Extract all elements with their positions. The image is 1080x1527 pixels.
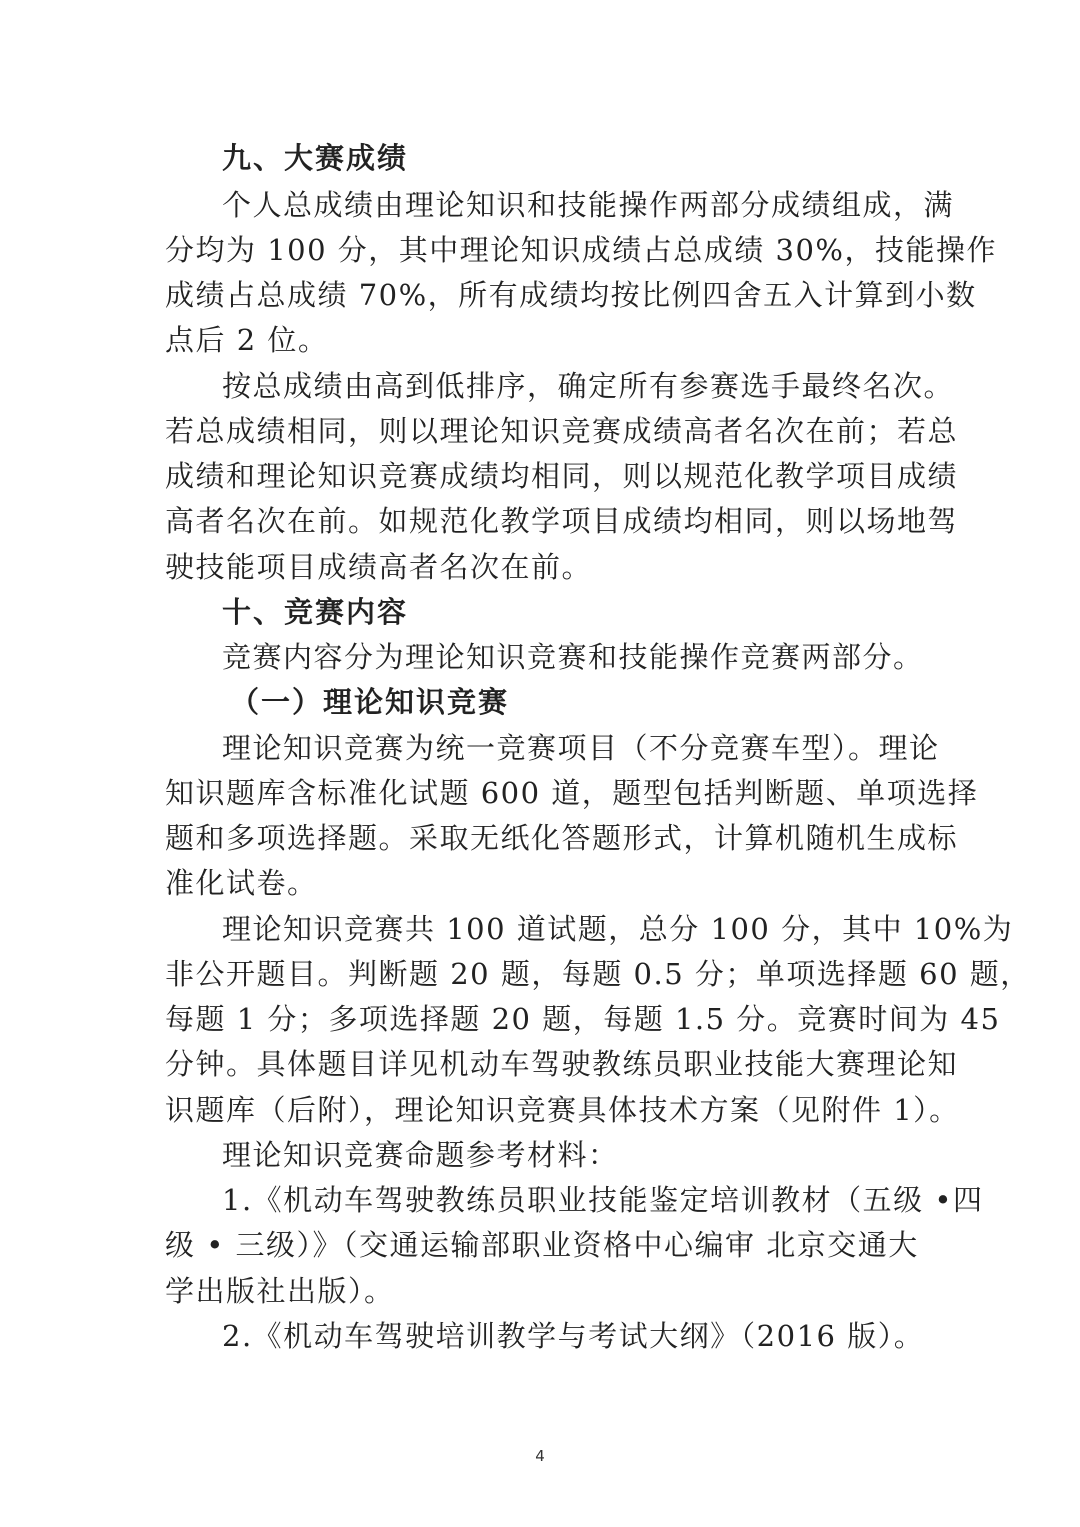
paragraph-line: 竞赛内容分为理论知识竞赛和技能操作竞赛两部分。 [222,640,924,674]
paragraph-line: 成绩和理论知识竞赛成绩均相同，则以规范化教学项目成绩 [165,459,959,493]
reference-item: 1.《机动车驾驶教练员职业技能鉴定培训教材（五级 •四 [222,1183,984,1217]
paragraph-line: 识题库（后附），理论知识竞赛具体技术方案（见附件 1）。 [165,1093,960,1127]
paragraph-line: 点后 2 位。 [165,323,329,357]
paragraph-line: 按总成绩由高到低排序，确定所有参赛选手最终名次。 [222,369,955,403]
paragraph-line: 理论知识竞赛命题参考材料： [222,1138,619,1172]
paragraph-line: 理论知识竞赛共 100 道试题，总分 100 分，其中 10%为 [222,912,1014,946]
reference-item: 2.《机动车驾驶培训教学与考试大纲》（2016 版）。 [222,1319,925,1353]
paragraph-line: 成绩占总成绩 70%，所有成绩均按比例四舍五入计算到小数 [165,278,977,312]
paragraph-line: 题和多项选择题。采取无纸化答题形式，计算机随机生成标 [165,821,959,855]
paragraph-line: 驶技能项目成绩高者名次在前。 [165,550,593,584]
reference-item: 级 • 三级）》（交通运输部职业资格中心编审 北京交通大 [165,1228,919,1262]
section-heading-content: 十、竞赛内容 [222,595,409,629]
paragraph-line: 每题 1 分；多项选择题 20 题，每题 1.5 分。竞赛时间为 45 [165,1002,1001,1036]
page-number: 4 [535,1447,545,1465]
subsection-heading-theory: （一）理论知识竞赛 [230,685,510,719]
paragraph-line: 理论知识竞赛为统一竞赛项目（不分竞赛车型）。理论 [222,731,940,765]
paragraph-line: 个人总成绩由理论知识和技能操作两部分成绩组成，满 [222,188,955,222]
paragraph-line: 非公开题目。判断题 20 题，每题 0.5 分；单项选择题 60 题， [165,957,1031,991]
paragraph-line: 分钟。具体题目详见机动车驾驶教练员职业技能大赛理论知 [165,1047,959,1081]
paragraph-line: 准化试卷。 [165,866,318,900]
paragraph-line: 知识题库含标准化试题 600 道，题型包括判断题、单项选择 [165,776,979,810]
paragraph-line: 分均为 100 分，其中理论知识成绩占总成绩 30%，技能操作 [165,233,997,267]
section-heading-results: 九、大赛成绩 [222,141,409,175]
paragraph-line: 高者名次在前。如规范化教学项目成绩均相同，则以场地驾 [165,504,959,538]
paragraph-line: 若总成绩相同，则以理论知识竞赛成绩高者名次在前；若总 [165,414,959,448]
reference-item: 学出版社出版）。 [165,1274,395,1308]
